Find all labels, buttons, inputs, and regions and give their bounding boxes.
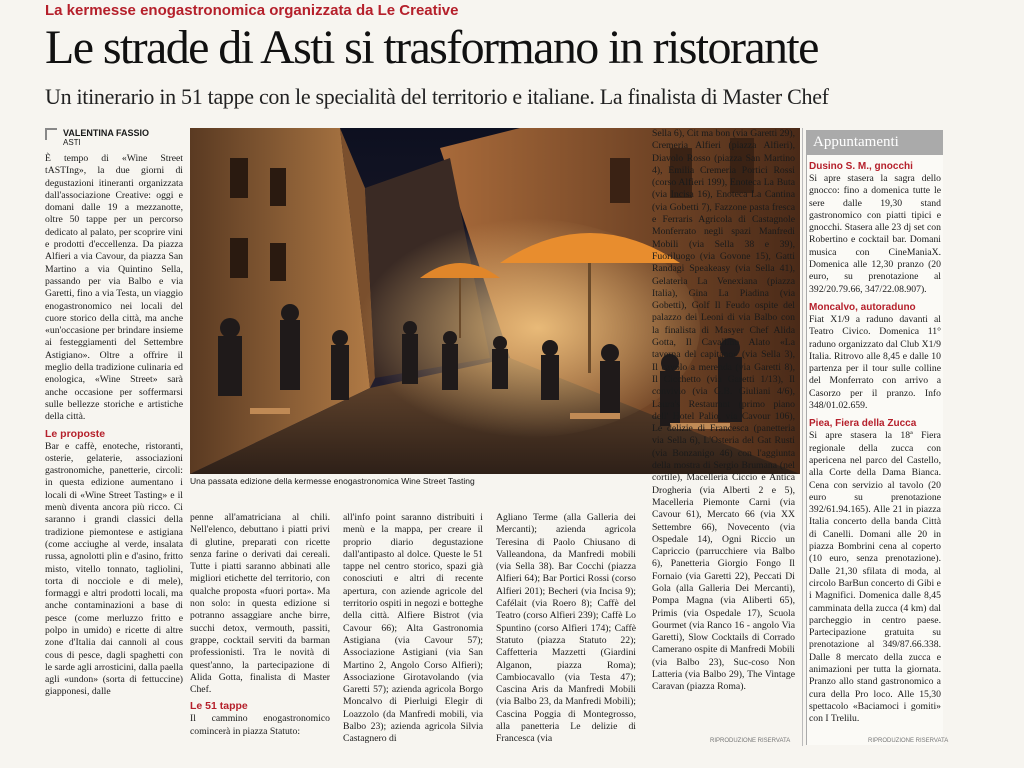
event-title: Moncalvo, autoraduno (809, 301, 916, 313)
article-paragraph: Agliano Terme (alla Galleria dei Mercanti); azienda agricola Teresina di Paolo Chiusano di Valleandona, da Manfredi mobili (via Sella 38). Bar Cocchi (piazza Alfieri 64); Bar Portici Rossi (corso Alfieri 201); Becheri (via Incisa 9); Cafélait (via Roero 8); Caffè del Teatro (corso Alfieri 239); Caffè Lo Spuntino (corso Alfieri 174); Caffè Statuto (piazza Statuto 22); Caffetteria Mazzetti (Giardini Alganon, piazza Roma); Cambiocavallo (via Testa 47); Cascina Aris da Manfredi Mobili (via Balbo 23, da Manfredi Mobili); Cascina Poggia di Montegrosso, alla panetteria Le delizie di Francesca (via (496, 512, 636, 745)
dateline-place: ASTI (63, 138, 81, 147)
article-paragraph: Bar e caffè, enoteche, ristoranti, osterie, gelaterie, associazioni gastronomiche, panetterie, circoli: in questa edizione aumentano i locali di «Wine Street Tasting» e il menù diventa ancora più ricco. Ci saranno i grandi classici della tradizione piemontese e astigiana (come acciughe al verde, insalata russa, agnolotti plin e d'asino, fritto misto, vitello tonnato, tagliolini, torta di nocciole e di mele), formaggi e altri prodotti locali, ma anche contaminazioni a base di pesce (come merluzzo fritto e polpo in umido) e ricette di altre zone d'Italia dai cannoli al cous cous di pesce, dagli spaghetti con le sarde agli arrosticini, dalla paella agli «undon» (sorta di fettuccine) giapponesi, dalle (45, 440, 183, 698)
author-name: VALENTINA FASSIO (63, 128, 150, 138)
headline: Le strade di Asti si trasformano in ristorante (45, 21, 818, 74)
article-paragraph: all'info point saranno distribuiti i menù e la mappa, per creare il proprio diario degustazione dall'antipasto al dolce. Queste le 51 tappe nel centro storico, spazi già conosciuti e altri di recente apertura, con aziende agricole del territorio ospiti in negozi e botteghe della città. Alfiere Bistrot (via Cavour 66); Alta Gastronomia Astigiana (via Cavour 57); Associazione Astigiani (via San Martino 2, Angolo Corso Alfieri); Associazione Girotavolando (via Garetti 57); azienda agricola Borgo Moncalvo di Pierluigi Elegir di Loazzolo (da Manfredi mobili, via Balbo 23); azienda agricola Silvia Castagnero di (343, 512, 483, 745)
article-column-5 (652, 128, 795, 694)
event-title: Piea, Fiera della Zucca (809, 418, 917, 430)
event-text: Fiat X1/9 a raduno davanti al Teatro Civico. Domenica 11° raduno organizzato dal Club X1/9 Italia. Ritrovo alle 8,45 e dalle 10 partenza per il tour sulle colline del Monferrato con arrivo a Casorzo per il pranzo. Info 348/01.02.659. (809, 313, 941, 412)
article-paragraph: È tempo di «Wine Street tASTIng», la due giorni di degustazioni itineranti organizzata dall'associazione Creative: oggi e domani dalle 19 a mezzanotte, oltre 50 tappe per un percorso dedicato al palato, per scoprire vini e prodotti d'eccellenza. Da piazza Alfieri a via Cavour, da piazza San Martino a via Quintino Sella, passando per via Balbo e via Garetti, fino a via Testa, un viaggio enogastronomico nei locali del cuore storico della città, ma anche «un'occasione per brindare insieme ai festeggiamenti del Settembre Astigiano». Oltre a offrire il meglio della tradizione culinaria ed enologica, «Wine Street» sarà anche occasione per soffermarsi sulle bellezze storiche e artistiche della città. (45, 153, 183, 423)
sidebar-title: Appuntamenti (807, 130, 943, 155)
copyright-note: RIPRODUZIONE RISERVATA (710, 738, 791, 744)
article-column-1 (45, 153, 183, 699)
byline-corner-mark (45, 128, 57, 140)
photo-caption: Una passata edizione della kermesse enogastronomica Wine Street Tasting (190, 476, 475, 486)
copyright-note: RIPRODUZIONE RISERVATA (868, 738, 949, 744)
article-column-3 (343, 512, 483, 746)
kicker: La kermesse enogastronomica organizzata da Le Creative (45, 2, 459, 19)
event-title: Dusino S. M., gnocchi (809, 161, 913, 172)
article-column-4 (496, 512, 636, 746)
article-paragraph: Sella 6), Cit ma bon (via Garetti 29), Cremeria Alfieri (piazza Alfieri), Diavolo Rosso (piazza San Martino 4), Emilia Cremeria Portici Rossi (corso Alfieri 199), Enoteca La Buta (via Incisa 16), Enoteca La Cantina (via Gobetti 7), Fazzone pasta fresca e Ferraris Agricola di Castagnole Monferrato negli spazi Manfredi Mobili (via Sella 38 e 39), Fuoriluogo (via Govone 15), Gatti Randagi Speakeasy (via Sella 41), Gelateria La Venexiana (piazza Italia), Gina La Piadina (via Gobetti), Golf Il Feudo ospite del palazzo dei Leoni di via Balbo con la finalista di Masyer Chef Alida Gotta, Il Cavallino Alato «La taverna del capitano» (via Sella 3), Il cavolo a merenda (via Garetti 8), Il Cicchetto (via Garetti 1/13), Il convivio (via G.B. Giuliani 4/6), Laura's Restaurant (primo piano dell' Hotel Palio, via Cavour 106), Le delizie di Francesca (panetteria via Sella 6), L'Osteria del Gat Rusti (via Bonzanigo 46) con l'aggiunta della mostra di Sergio Brumana (nel cortile), Macelleria Ciccio e Antica Drogheria (via Alberti 2 e 5), Macelleria Piemonte Carni (via Cavour 61), Mercato 66 (via XX Settembre 66), Novecento (via Ospedale 14), Ogni Riccio un Capriccio (parrucchiere via Balbo 6), Panetteria Giorgio Fongo Il Fornaio (via Garetti 22), Peccati Di Gola (alla Galleria Dei Mercanti), Pompa Magna (via Aliberti 65), Primis (via Ospedale 17), Scuola Gourmet (via Ranco 16 - angolo Via Garetti), Slow Cocktails di Corrado Camerano ospite di Manfredi Mobili (via Balbo 23), Suc-coso Non Latteria (via Balbo 29), The Vintage Caravan (piazza Roma). (652, 128, 795, 693)
event-text: Si apre stasera la 18ª Fiera regionale della zucca con apericena nel parco del Castello, alla Corte della Dama Bianca. Cena con servizio al tavolo (20 euro su prenotazione 392/61.94.165). Alle 21 in piazza Italia concerto della banda Città di Canelli. Domani alle 20 in piazza Bombrini cena al coperto (10 euro, senza prenotazione). Dalle 21,30 sfilata di moda, al circolo BarBun concerto di Gibi e i Magnifici. Domenica dalle 8,45 camminata della zucca (4 km) dal parcheggio in centro paese. Partecipazione gratuita su prenotazione al 349/87.66.338. Dalle 8 mercato della zucca e animazioni per tutta la giornata. Pranzo allo stand gastronomico a cura della Pro loco. Alle 15,30 spettacolo «Baciamoci i gomiti» con I Trelilu. (809, 430, 941, 725)
event-text: Si apre stasera la sagra dello gnocco: fino a domenica tutte le sere dalle 19,30 stand gastronomico con piatti tipici e gnocchi. Stasera alle 23 dj set con Robertino e cocktail bar. Domani musica con CineManiaX. Domenica alle 12,30 pranzo (20 euro, su prenotazione al 392/20.79.66, 347/22.08.907). (809, 173, 941, 295)
section-heading: Le proposte (45, 427, 106, 440)
article-paragraph: penne all'amatriciana al chili. Nell'elenco, debuttano i piatti privi di glutine, preparati con ricette senza farine o derivati dai cereali. Tutte i piatti saranno abbinati alle migliori etichette del territorio, con qualche proposta «fuori porta». Ma non solo: in questa edizione si potranno assaggiare anche birre, succhi detox, vermouth, passiti, grappe, cocktail serviti da barman professionisti. Tra le novità di quest'anno, la partecipazione di Alida Gotta, finalista di Master Chef. (190, 512, 330, 696)
events-sidebar (806, 130, 943, 745)
article-column-2 (190, 512, 330, 738)
subheadline: Un itinerario in 51 tappe con le specialità del territorio e italiane. La finalista di Master Chef (45, 84, 829, 109)
article-paragraph: Il cammino enogastronomico comincerà in piazza Statuto: (190, 713, 330, 737)
column-divider (802, 128, 803, 746)
section-heading: Le 51 tappe (190, 700, 248, 713)
